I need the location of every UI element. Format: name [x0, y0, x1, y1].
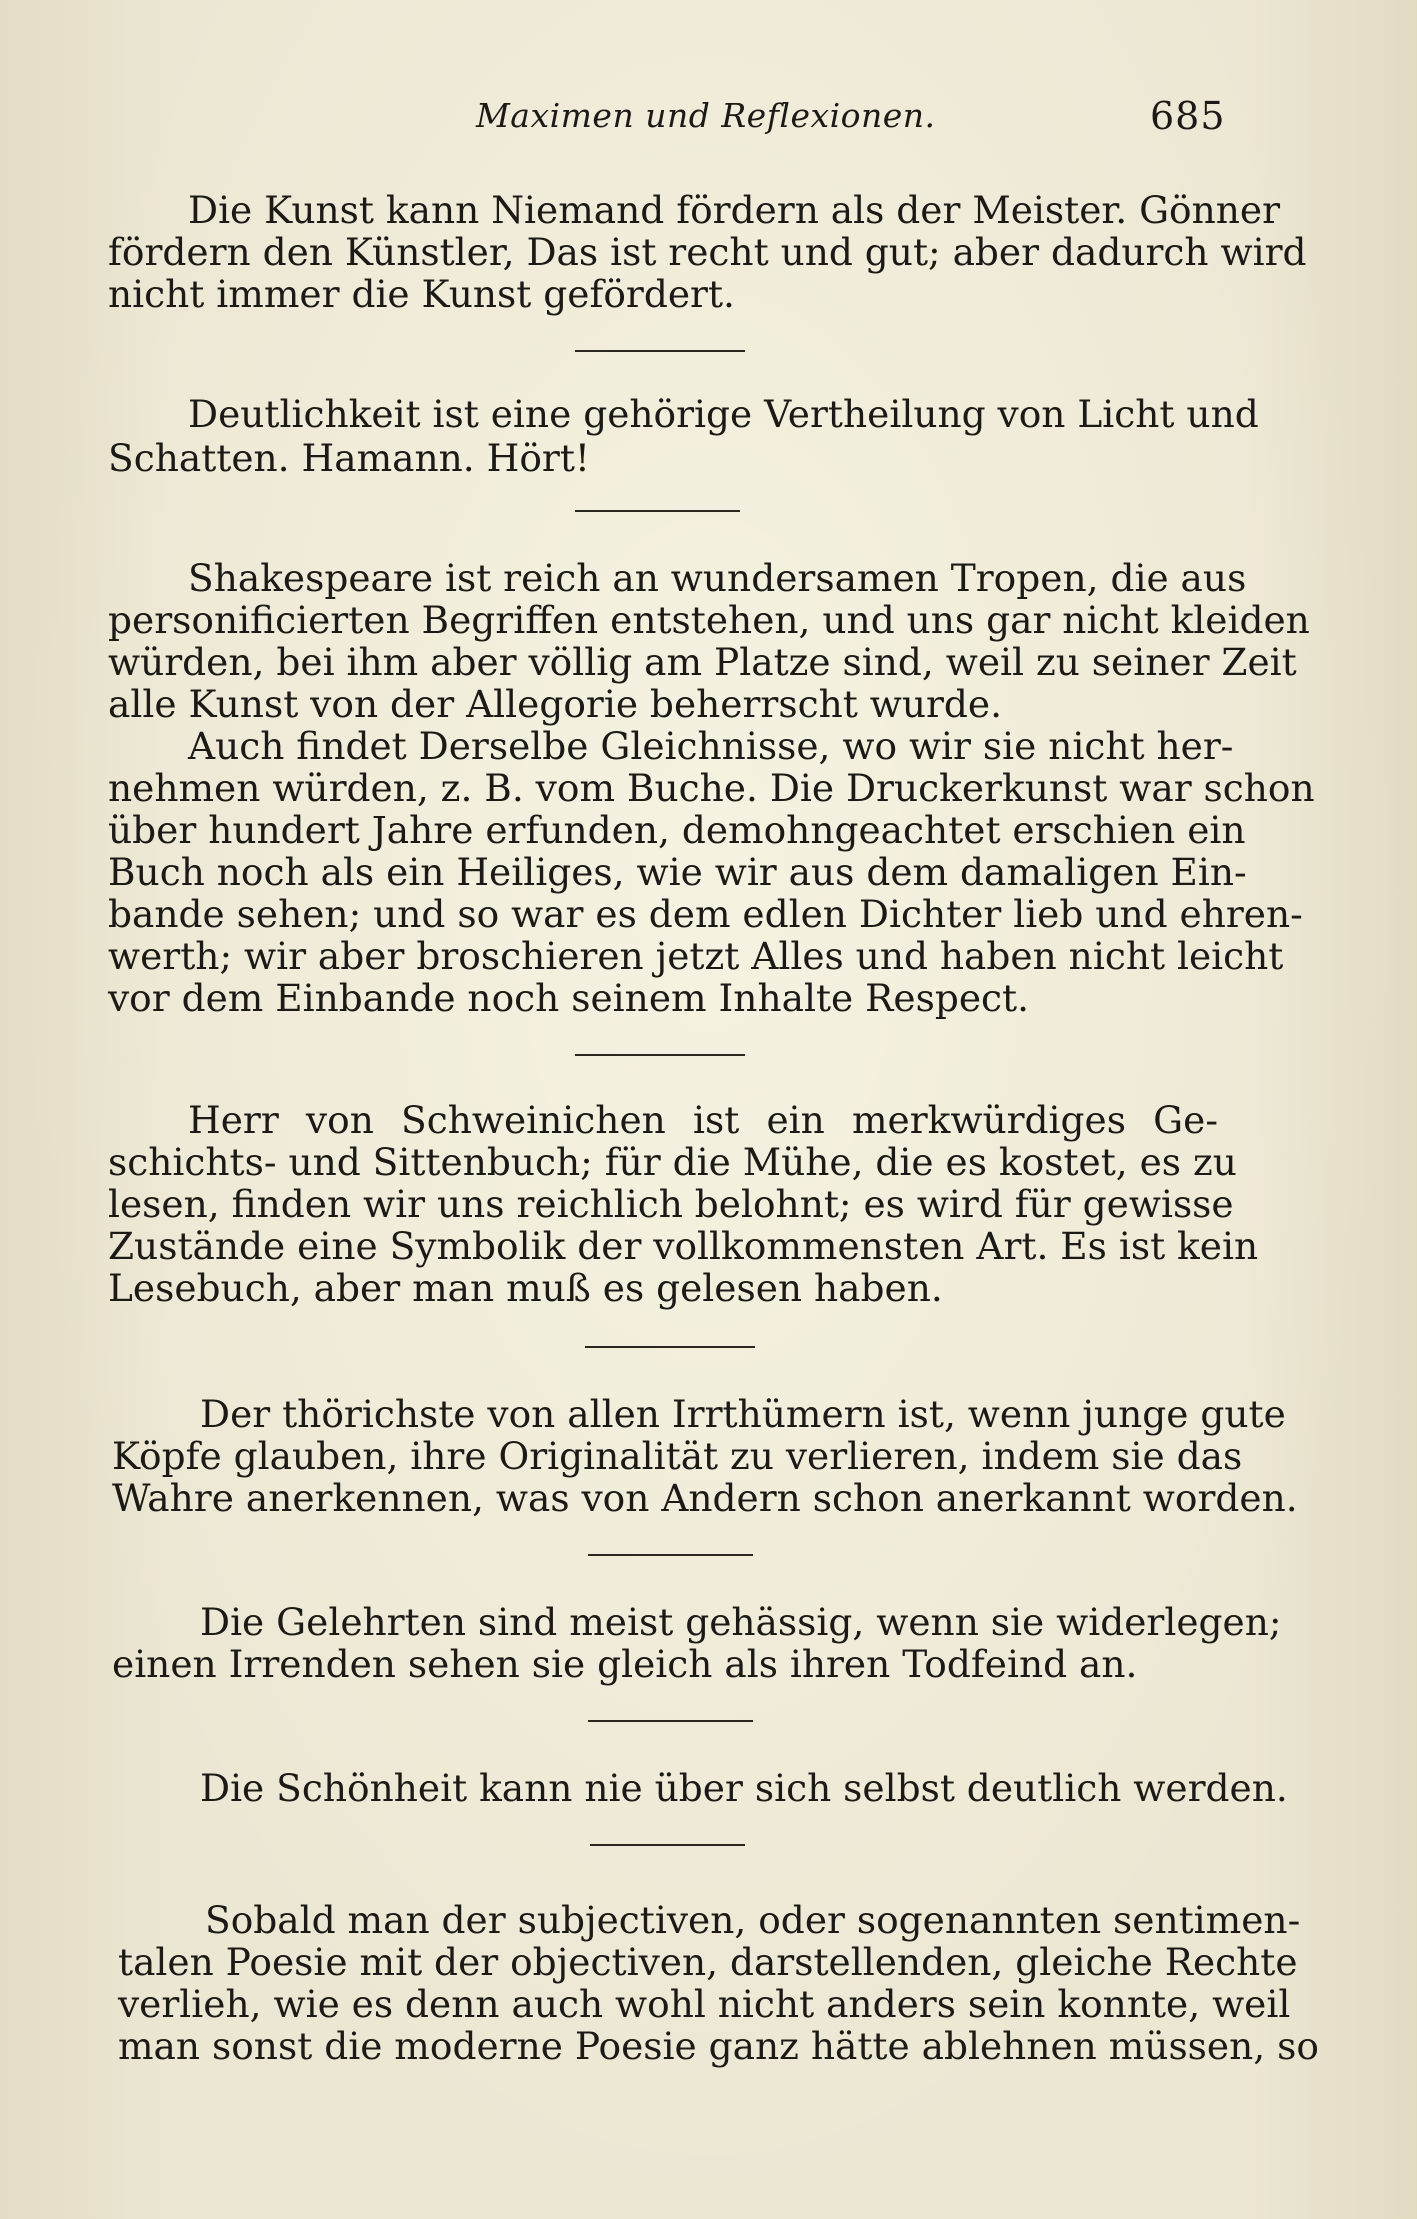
text-line: schichts- und Sittenbuch; für die Mühe, die es kostet, es zu [108, 1140, 1237, 1184]
text-line: würden, bei ihm aber völlig am Platze sind, weil zu seiner Zeit [108, 640, 1297, 684]
text-line: lesen, finden wir uns reichlich belohnt; es wird für gewisse [108, 1182, 1234, 1226]
text-line: personificierten Begriffen entstehen, und uns gar nicht kleiden [108, 598, 1310, 642]
text-line: Herr von Schweinichen ist ein merkwürdiges Ge- [188, 1098, 1218, 1142]
section-divider [575, 1054, 745, 1056]
section-divider [588, 1554, 753, 1556]
section-divider [575, 350, 745, 352]
text-line: über hundert Jahre erfunden, demohngeachtet erschien ein [108, 808, 1246, 852]
text-line: Deutlichkeit ist eine gehörige Vertheilung von Licht und [188, 392, 1259, 436]
text-line: Der thörichste von allen Irrthümern ist, wenn junge gute [200, 1392, 1286, 1436]
running-title: Maximen und Reflexionen. [476, 96, 936, 135]
section-divider [590, 1844, 745, 1846]
text-line: Die Kunst kann Niemand fördern als der Meister. Gönner [188, 188, 1281, 232]
text-line: fördern den Künstler, Das ist recht und gut; aber dadurch wird [108, 230, 1307, 274]
text-line: Lesebuch, aber man muß es gelesen haben. [108, 1266, 943, 1310]
section-divider [585, 1346, 755, 1348]
text-line: Die Gelehrten sind meist gehässig, wenn sie widerlegen; [200, 1600, 1282, 1644]
text-line: Buch noch als ein Heiliges, wie wir aus dem damaligen Ein- [108, 850, 1247, 894]
text-line: bande sehen; und so war es dem edlen Dichter lieb und ehren- [108, 892, 1303, 936]
text-line: Shakespeare ist reich an wundersamen Tropen, die aus [188, 556, 1247, 600]
text-line: verlieh, wie es denn auch wohl nicht anders sein konnte, weil [118, 1982, 1291, 2026]
text-line: Zustände eine Symbolik der vollkommensten Art. Es ist kein [108, 1224, 1259, 1268]
text-line: nicht immer die Kunst gefördert. [108, 272, 735, 316]
text-line: man sonst die moderne Poesie ganz hätte ablehnen müssen, so [118, 2024, 1319, 2068]
text-line: nehmen würden, z. B. vom Buche. Die Druckerkunst war schon [108, 766, 1315, 810]
text-line: talen Poesie mit der objectiven, darstellenden, gleiche Rechte [118, 1940, 1298, 1984]
page-number: 685 [1150, 94, 1226, 138]
text-line: einen Irrenden sehen sie gleich als ihren Todfeind an. [112, 1642, 1138, 1686]
text-line: vor dem Einbande noch seinem Inhalte Respect. [108, 976, 1030, 1020]
text-line: Schatten. Hamann. Hört! [108, 436, 590, 480]
text-line: Sobald man der subjectiven, oder sogenannten sentimen- [205, 1898, 1301, 1942]
section-divider [588, 1720, 753, 1722]
text-line: Köpfe glauben, ihre Originalität zu verlieren, indem sie das [112, 1434, 1243, 1478]
text-line: Die Schönheit kann nie über sich selbst deutlich werden. [200, 1766, 1288, 1810]
text-line: werth; wir aber broschieren jetzt Alles und haben nicht leicht [108, 934, 1284, 978]
text-line: Wahre anerkennen, was von Andern schon anerkannt worden. [112, 1476, 1298, 1520]
text-line: alle Kunst von der Allegorie beherrscht wurde. [108, 682, 1003, 726]
section-divider [575, 510, 740, 512]
text-line: Auch findet Derselbe Gleichnisse, wo wir sie nicht her- [188, 724, 1234, 768]
